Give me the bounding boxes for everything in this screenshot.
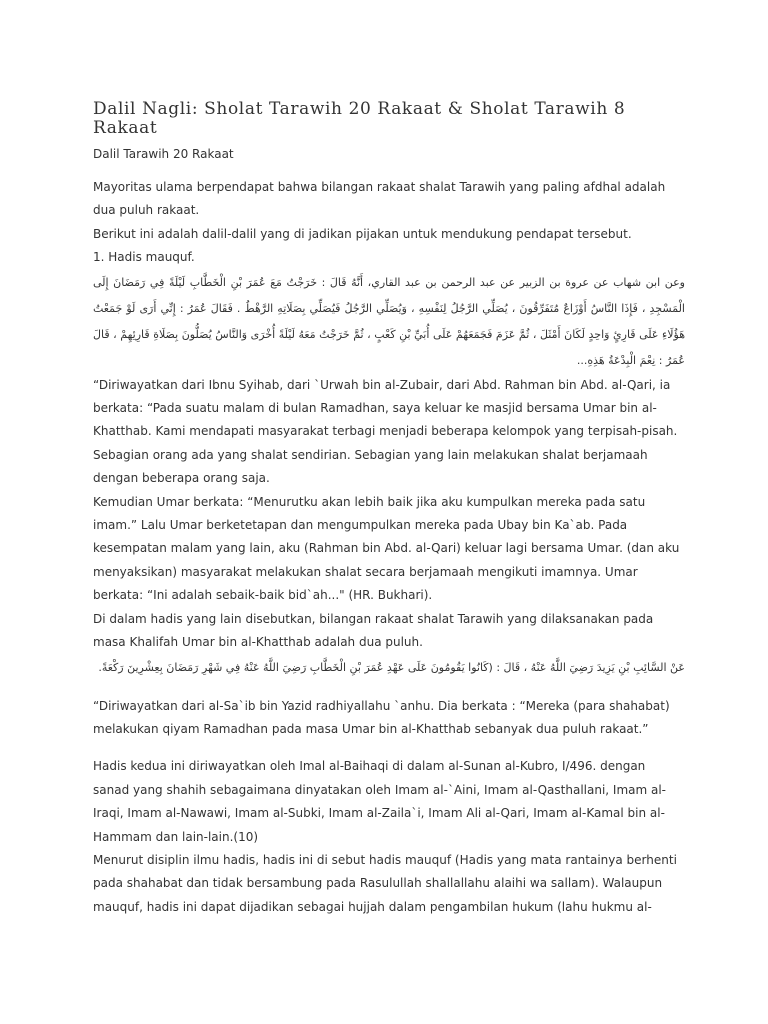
paragraph: Berikut ini adalah dalil-dalil yang di jadikan pijakan untuk mendukung pendapat tersebut. (93, 226, 632, 241)
list-item: 1. Hadis mauquf. (93, 250, 195, 265)
document-body (93, 176, 685, 919)
arabic-hadith-text: وعن ابن شهاب عن عروة بن الزبير عن عبد الرحمن بن عبد القاري، أَنَّهُ قَالَ : خَرَجْتُ مَعَ عُمَرَ بْنِ الْخَطَّابِ لَيْلَةً فِي رَمَضَانَ إِلَى الْمَسْجِدِ ، فَإِذَا النَّاسُ أَوْزَاعٌ مُتَفَرِّقُونَ ، يُصَلِّي الرَّجُلُ لِنَفْسِهِ ، وَيُصَلِّي الرَّجُلُ فَيُصَلِّي بِصَلَاتِهِ الرَّهْطُ . فَقَالَ عُمَرُ : إِنِّي أَرَى لَوْ جَمَعْتُ هَؤُلَاءِ عَلَى قَارِئٍ وَاحِدٍ لَكَانَ أَمْثَلَ ، ثُمَّ عَزَمَ فَجَمَعَهُمْ عَلَى أُبَيِّ بْنِ كَعْبٍ ، ثُمَّ خَرَجْتُ مَعَهُ لَيْلَةً أُخْرَى وَالنَّاسُ يُصَلُّونَ بِصَلَاةِ قَارِئِهِمْ ، قَالَ عُمَرُ : نِعْمَ الْبِدْعَةُ هَذِهِ... (93, 275, 685, 367)
paragraph: Mayoritas ulama berpendapat bahwa bilangan rakaat shalat Tarawih yang paling afdhal adalah dua puluh rakaat. (93, 180, 666, 218)
paragraph: Kemudian Umar berkata: “Menurutku akan lebih baik jika aku kumpulkan mereka pada satu imam.” Lalu Umar berketetapan dan mengumpulkan mereka pada Ubay bin Ka`ab. Pada kesempatan malam yang lain, aku (Rahman bin Abd. al-Qari) keluar lagi bersama Umar. (dan aku menyaksikan) masyarakat melakukan shalat secara berjamaah mengikuti imamnya. Umar berkata: “Ini adalah sebaik-baik bid`ah..." (HR. Bukhari). (93, 494, 680, 603)
arabic-hadith-text: عَنْ السَّائِبِ بْنِ يَزِيدَ رَضِيَ اللَّهُ عَنْهُ ، قَالَ : (كَانُوا يَقُومُونَ عَلَى عَهْدِ عُمَرَ بْنِ الْخَطَّابِ رَضِيَ اللَّهُ عَنْهُ فِي شَهْرِ رَمَضَانَ بِعِشْرِينَ رَكْعَةً. (98, 660, 685, 674)
paragraph: Hadis kedua ini diriwayatkan oleh Imal al-Baihaqi di dalam al-Sunan al-Kubro, I/496. dengan sanad yang shahih sebagaimana dinyatakan oleh Imam al-`Aini, Imam al-Qasthallani, Imam al-Iraqi, Imam al-Nawawi, Imam al-Subki, Imam al-Zaila`i, Imam Ali al-Qari, Imam al-Kamal bin al-Hammam dan lain-lain.(10) (93, 759, 667, 844)
paragraph: Menurut disiplin ilmu hadis, hadis ini di sebut hadis mauquf (Hadis yang mata rantainya berhenti pada shahabat dan tidak bersambung pada Rasulullah shallallahu alaihi wa sallam). Walaupun mauquf, hadis ini dapat dijadikan sebagai hujjah dalam pengambilan hukum (lahu hukmu al- (93, 852, 677, 914)
document-title: Dalil Nagli: Sholat Tarawih 20 Rakaat & Sholat Tarawih 8 Rakaat (93, 99, 626, 138)
paragraph: Di dalam hadis yang lain disebutkan, bilangan rakaat shalat Tarawih yang dilaksanakan pada masa Khalifah Umar bin al-Khatthab adalah dua puluh. (93, 611, 654, 650)
paragraph: “Diriwayatkan dari al-Sa`ib bin Yazid radhiyallahu `anhu. Dia berkata : “Mereka (para shahabat) melakukan qiyam Ramadhan pada masa Umar bin al-Khatthab sebanyak dua puluh rakaat.” (93, 698, 670, 736)
paragraph: “Diriwayatkan dari Ibnu Syihab, dari `Urwah bin al-Zubair, dari Abd. Rahman bin Abd. al-Qari, ia berkata: “Pada suatu malam di bulan Ramadhan, saya keluar ke masjid bersama Umar bin al-Khatthab. Kami mendapati masyarakat terbagi menjadi beberapa kelompok yang terpisah-pisah. Sebagian orang ada yang shalat sendirian. Sebagian yang lain melakukan shalat berjamaah dengan beberapa orang saja. (93, 377, 678, 486)
document-subtitle: Dalil Tarawih 20 Rakaat (93, 147, 234, 161)
